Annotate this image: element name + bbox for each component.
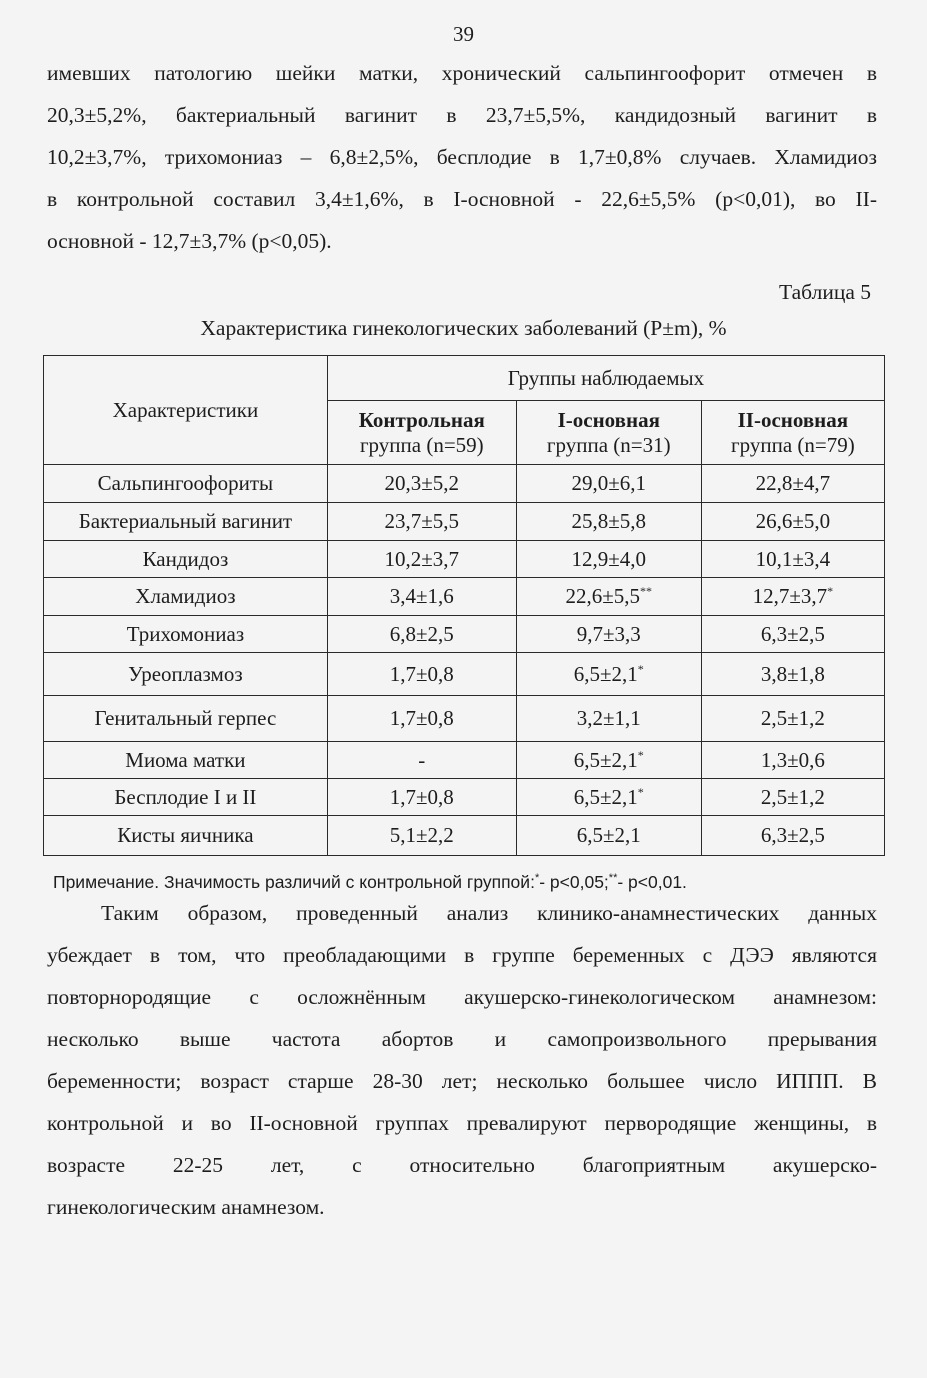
significance-mark: *	[637, 784, 644, 799]
row-label: Уреоплазмоз	[44, 653, 328, 696]
text-line: возрасте 22-25 лет, с относительно благоприятным акушерско-	[47, 1153, 877, 1177]
value-cell: 9,7±3,3	[516, 616, 701, 653]
table-body	[44, 465, 885, 856]
header-characteristics: Характеристики	[44, 356, 328, 465]
value-cell: 3,2±1,1	[516, 696, 701, 742]
value-cell: 6,3±2,5	[701, 616, 884, 653]
value-cell: 12,7±3,7*	[701, 578, 884, 616]
column-header: I-основная группа (n=31)	[516, 401, 701, 465]
row-label: Генитальный герпес	[44, 696, 328, 742]
value-cell: 2,5±1,2	[701, 696, 884, 742]
value-cell: -	[327, 742, 516, 779]
table-caption: Характеристика гинекологических заболеваний (P±m), %	[200, 316, 727, 340]
text-line: беременности; возраст старше 28-30 лет; несколько большее число ИППП. В	[47, 1069, 877, 1093]
value-cell: 29,0±6,1	[516, 465, 701, 503]
table-row	[44, 816, 885, 856]
value-cell: 6,3±2,5	[701, 816, 884, 856]
value-cell: 5,1±2,2	[327, 816, 516, 856]
value-cell: 10,2±3,7	[327, 541, 516, 578]
table-row	[44, 578, 885, 616]
text-line: гинекологическим анамнезом.	[47, 1195, 325, 1219]
row-label: Кандидоз	[44, 541, 328, 578]
row-label: Кисты яичника	[44, 816, 328, 856]
text-line: контрольной и во II-основной группах превалируют первородящие женщины, в	[47, 1111, 877, 1135]
significance-mark: *	[827, 584, 834, 598]
table-row	[44, 541, 885, 578]
value-cell: 20,3±5,2	[327, 465, 516, 503]
table-number: Таблица 5	[779, 280, 871, 304]
text-line: 10,2±3,7%, трихомониаз – 6,8±2,5%, бесплодие в 1,7±0,8% случаев. Хламидиоз	[47, 145, 877, 169]
value-cell: 6,5±2,1*	[516, 742, 701, 779]
row-label: Хламидиоз	[44, 578, 328, 616]
row-label: Сальпингоофориты	[44, 465, 328, 503]
value-cell: 1,7±0,8	[327, 696, 516, 742]
value-cell: 1,3±0,6	[701, 742, 884, 779]
row-label: Бактериальный вагинит	[44, 503, 328, 541]
row-label: Миома матки	[44, 742, 328, 779]
table-row	[44, 503, 885, 541]
conclusion-paragraph	[47, 892, 877, 1228]
value-cell: 26,6±5,0	[701, 503, 884, 541]
value-cell: 12,9±4,0	[516, 541, 701, 578]
row-label: Бесплодие I и II	[44, 779, 328, 816]
value-cell: 6,5±2,1*	[516, 653, 701, 696]
row-label: Трихомониаз	[44, 616, 328, 653]
table-row	[44, 616, 885, 653]
table-row	[44, 653, 885, 696]
value-cell: 6,5±2,1	[516, 816, 701, 856]
significance-mark: **	[640, 584, 653, 598]
data-table	[43, 355, 885, 856]
value-cell: 23,7±5,5	[327, 503, 516, 541]
text-line: имевших патологию шейки матки, хронический сальпингоофорит отмечен в	[47, 61, 877, 85]
column-header: Контрольная группа (n=59)	[327, 401, 516, 465]
page-number: 39	[453, 22, 474, 46]
value-cell: 3,4±1,6	[327, 578, 516, 616]
significance-mark: *	[637, 661, 644, 676]
significance-mark: *	[637, 747, 644, 762]
column-header: II-основная группа (n=79)	[701, 401, 884, 465]
value-cell: 3,8±1,8	[701, 653, 884, 696]
value-cell: 2,5±1,2	[701, 779, 884, 816]
table-note: Примечание. Значимость различий с контрольной группой:*- p<0,05;**- p<0,01.	[53, 872, 687, 892]
value-cell: 10,1±3,4	[701, 541, 884, 578]
value-cell: 22,6±5,5**	[516, 578, 701, 616]
table-row	[44, 696, 885, 742]
value-cell: 1,7±0,8	[327, 779, 516, 816]
table-row	[44, 742, 885, 779]
table-row	[44, 779, 885, 816]
value-cell: 22,8±4,7	[701, 465, 884, 503]
text-line: Таким образом, проведенный анализ клинико-анамнестических данных	[101, 901, 877, 925]
text-line: в контрольной составил 3,4±1,6%, в I-основной - 22,6±5,5% (p<0,01), во II-	[47, 187, 877, 211]
header-groups: Группы наблюдаемых	[327, 356, 884, 401]
value-cell: 1,7±0,8	[327, 653, 516, 696]
table-row	[44, 465, 885, 503]
text-line: 20,3±5,2%, бактериальный вагинит в 23,7±5,5%, кандидозный вагинит в	[47, 103, 877, 127]
intro-paragraph	[47, 52, 877, 262]
text-line: убеждает в том, что преобладающими в группе беременных с ДЭЭ являются	[47, 943, 877, 967]
text-line: основной - 12,7±3,7% (p<0,05).	[47, 229, 332, 253]
text-line: повторнородящие с осложнённым акушерско-гинекологическом анамнезом:	[47, 985, 877, 1009]
value-cell: 25,8±5,8	[516, 503, 701, 541]
value-cell: 6,5±2,1*	[516, 779, 701, 816]
value-cell: 6,8±2,5	[327, 616, 516, 653]
text-line: несколько выше частота абортов и самопроизвольного прерывания	[47, 1027, 877, 1051]
